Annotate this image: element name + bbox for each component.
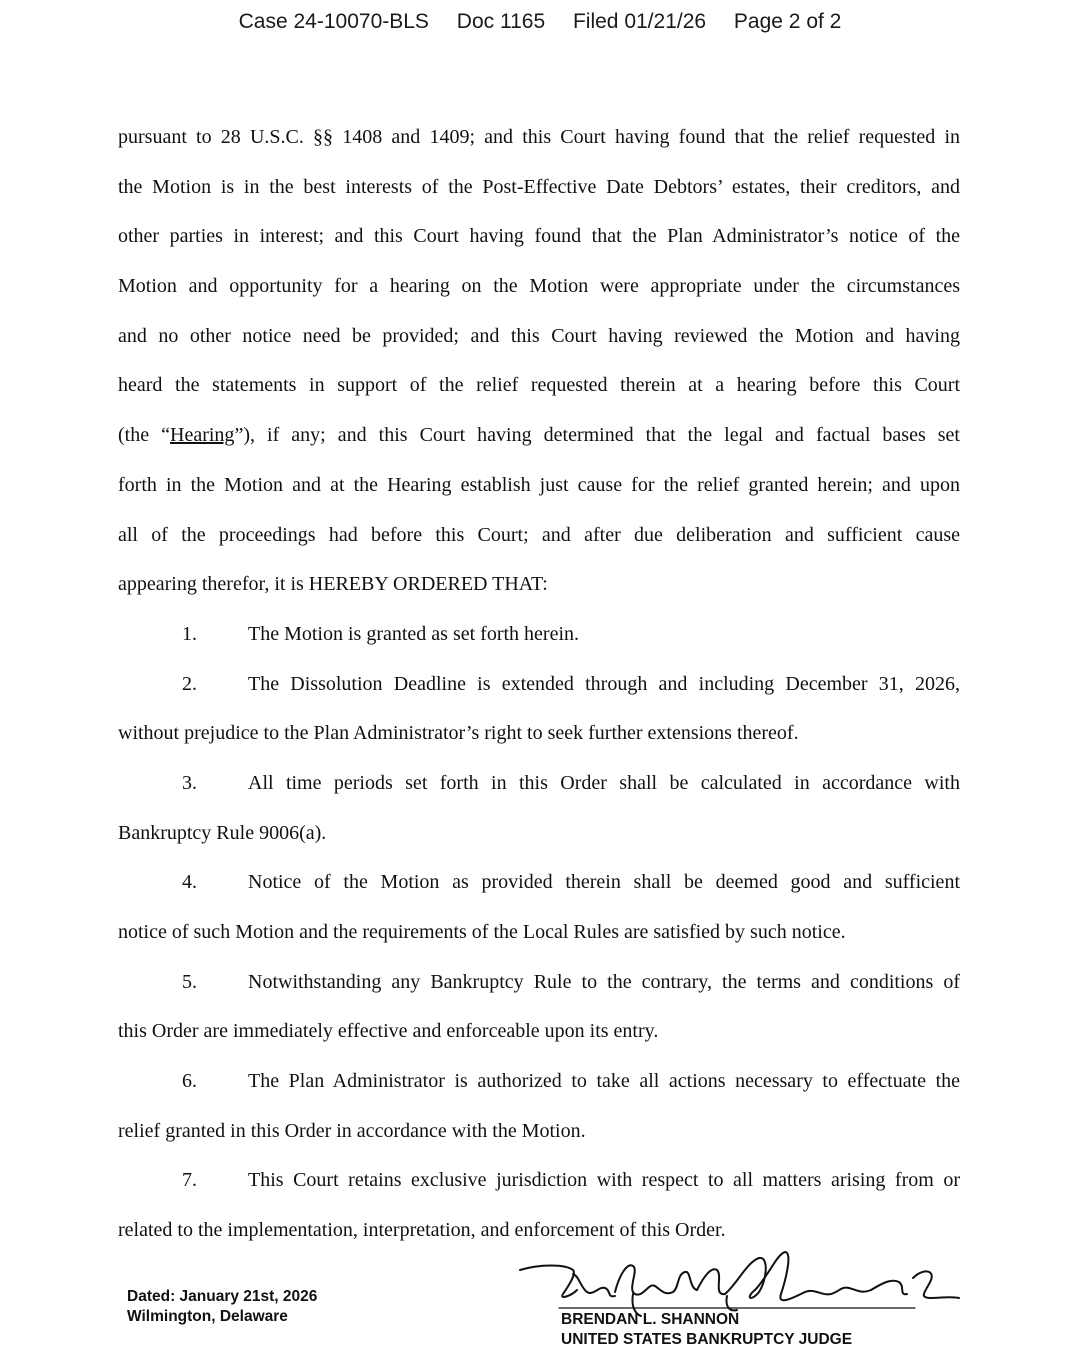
- paragraph-text: All time periods set forth in this Order shall be calculated in accordance with: [248, 771, 960, 794]
- hearing-suffix: ”), if any; and this Court having determined that the legal and factual bases set: [234, 424, 960, 447]
- order-paragraph-5: [118, 958, 960, 1008]
- intro-line: all of the proceedings had before this Court; and after due deliberation and sufficient cause: [118, 523, 960, 546]
- order-paragraph-6: [118, 1057, 960, 1107]
- paragraph-continuation: without prejudice to the Plan Administrator’s right to seek further extensions thereof.: [118, 722, 799, 745]
- paragraph-number: 3.: [182, 771, 197, 794]
- hearing-defined-term: Hearing: [170, 424, 235, 447]
- hearing-prefix: (the “: [118, 424, 171, 447]
- order-body: [118, 113, 960, 1256]
- intro-line: pursuant to 28 U.S.C. §§ 1408 and 1409; and this Court having found that the relief requested in: [118, 126, 960, 148]
- intro-line: forth in the Motion and at the Hearing establish just cause for the relief granted herein; and upon: [118, 473, 960, 496]
- paragraph-number: 6.: [182, 1070, 197, 1093]
- page-indicator: Page 2 of 2: [733, 10, 842, 33]
- intro-line: heard the statements in support of the relief requested therein at a hearing before this Court: [118, 374, 960, 397]
- dated-line: Dated: January 21st, 2026: [127, 1288, 318, 1305]
- paragraph-number: 4.: [182, 871, 197, 894]
- paragraph-number: 7.: [182, 1169, 197, 1192]
- paragraph-continuation: related to the implementation, interpretation, and enforcement of this Order.: [118, 1219, 726, 1242]
- dated-block: [127, 1287, 317, 1327]
- paragraph-number: 5.: [182, 970, 197, 993]
- paragraph-text: Notwithstanding any Bankruptcy Rule to the contrary, the terms and conditions of: [248, 970, 960, 993]
- intro-line: Motion and opportunity for a hearing on the Motion were appropriate under the circumstances: [118, 275, 960, 298]
- paragraph-continuation: this Order are immediately effective and enforceable upon its entry.: [118, 1020, 659, 1043]
- paragraph-text: This Court retains exclusive jurisdiction with respect to all matters arising from or: [248, 1169, 960, 1192]
- order-paragraph-1: [118, 610, 960, 660]
- case-number: Case 24-10070-BLS: [238, 10, 429, 33]
- ordered-line: appearing therefor, it is HEREBY ORDERED THAT:: [118, 573, 548, 596]
- location-line: Wilmington, Delaware: [127, 1308, 288, 1325]
- order-paragraph-3: [118, 759, 960, 809]
- paragraph-text: The Dissolution Deadline is extended through and including December 31, 2026,: [248, 672, 960, 695]
- paragraph-continuation: relief granted in this Order in accordance with the Motion.: [118, 1119, 586, 1142]
- doc-number: Doc 1165: [456, 10, 546, 33]
- intro-line: and no other notice need be provided; and this Court having reviewed the Motion and having: [118, 324, 960, 347]
- judge-block: [561, 1310, 852, 1350]
- docket-header: [0, 10, 1080, 34]
- judge-name: BRENDAN L. SHANNON: [561, 1311, 740, 1328]
- judge-title: UNITED STATES BANKRUPTCY JUDGE: [561, 1331, 853, 1348]
- intro-line: the Motion is in the best interests of the Post-Effective Date Debtors’ estates, their creditors, and: [118, 175, 960, 198]
- order-paragraph-2: [118, 660, 960, 710]
- paragraph-number: 2.: [182, 672, 197, 695]
- intro-line: other parties in interest; and this Court having found that the Plan Administrator’s notice of the: [118, 225, 960, 248]
- paragraph-text: The Plan Administrator is authorized to take all actions necessary to effectuate the: [248, 1070, 960, 1093]
- paragraph-continuation: notice of such Motion and the requirements of the Local Rules are satisfied by such notice.: [118, 921, 846, 943]
- order-paragraph-4: [118, 858, 960, 908]
- order-paragraph-7: [118, 1156, 960, 1206]
- paragraph-number: 1.: [182, 622, 197, 645]
- hearing-definition-line: [118, 411, 960, 461]
- filed-date: Filed 01/21/26: [572, 10, 707, 33]
- paragraph-continuation: Bankruptcy Rule 9006(a).: [118, 821, 327, 844]
- paragraph-text: The Motion is granted as set forth herein.: [248, 622, 580, 645]
- paragraph-text: Notice of the Motion as provided therein shall be deemed good and sufficient: [248, 871, 960, 894]
